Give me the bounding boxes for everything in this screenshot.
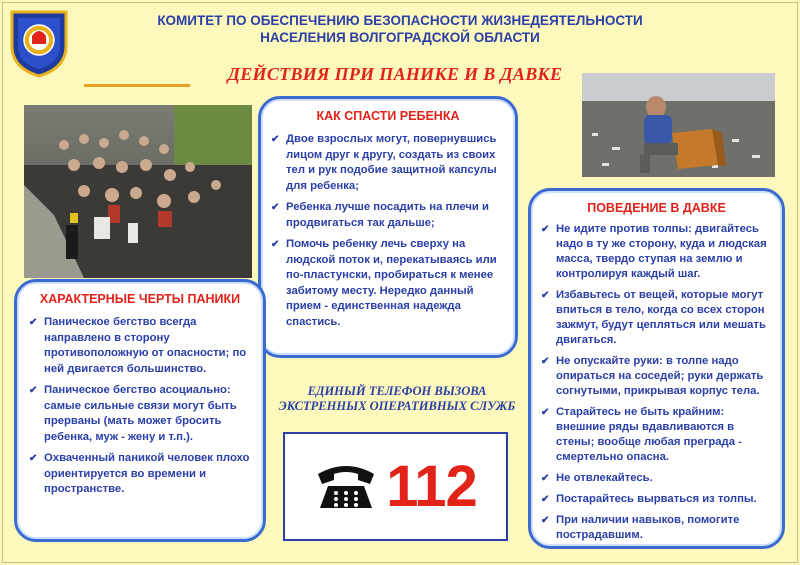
emergency-line-2: ЭКСТРЕННЫХ ОПЕРАТИВНЫХ СЛУЖБ	[278, 399, 516, 413]
panic-traits-title: ХАРАКТЕРНЫЕ ЧЕРТЫ ПАНИКИ	[39, 292, 241, 306]
emergency-caption	[268, 384, 526, 414]
list-item: ✔ Охваченный паникой человек плохо ориентируется во времени и пространстве.	[29, 451, 251, 498]
list-item: ✔ Не опускайте руки: в толпе надо опираться на соседей; руки держать согнутыми, прикрывая корпус тела.	[541, 354, 772, 399]
title-rule-left	[84, 84, 190, 87]
list-item: ✔ Не идите против толпы: двигайтесь надо в ту же сторону, куда и людская масса, твердо ступая на землю и контролируя каждый шаг.	[541, 222, 772, 282]
list-item: ✔ Избавьтесь от вещей, которые могут впиться в тело, когда со всех сторон зажмут, будут цепляться или мешать двигаться.	[541, 288, 772, 348]
list-item: ✔ Не отвлекайтесь.	[541, 471, 772, 486]
list-item: ✔ Помочь ребенку лечь сверху на людской поток и, перекатываясь или по-пластунски, пробираться к менее забитому месту. Нередко данный прием - единственная надежда спастись.	[271, 237, 505, 330]
emergency-number: 112	[386, 454, 477, 519]
list-item: ✔ Паническое бегство всегда направлено в сторону противоположную от опасности; по ней двигается большинство.	[29, 315, 251, 377]
list-item: ✔ Паническое бегство асоциально: самые сильные связи могут быть прерваны (мать может бросить ребенка, муж - жену и т.п.).	[29, 383, 251, 445]
panic-traits-list	[29, 315, 251, 498]
crowd-behaviour-list	[541, 222, 772, 543]
list-item: ✔ Старайтесь не быть крайним: внешние ряды вдавливаются в стены; вообще любая преграда - смертельно опасна.	[541, 405, 772, 465]
crowd-photo	[24, 105, 252, 278]
list-item: ✔ Постарайтесь вырваться из толпы.	[541, 492, 772, 507]
poster-title: ДЕЙСТВИЯ ПРИ ПАНИКЕ И В ДАВКЕ	[227, 64, 563, 84]
emblem-icon	[6, 6, 72, 78]
header-line-2: НАСЕЛЕНИЯ ВОЛГОГРАДСКОЙ ОБЛАСТИ	[260, 30, 540, 45]
panic-traits-box	[14, 279, 266, 542]
emergency-number-box	[283, 432, 508, 541]
list-item: ✔ Двое взрослых могут, повернувшись лицом друг к другу, создать из своих тел и рук подобие защитной капсулы для ребенка;	[271, 132, 505, 194]
list-item: ✔ При наличии навыков, помогите пострадавшим.	[541, 513, 772, 543]
list-item: ✔ Ребенка лучше посадить на плечи и продвигаться так дальше;	[271, 200, 505, 231]
committee-header	[140, 12, 660, 46]
save-child-list	[271, 132, 505, 330]
save-child-title: КАК СПАСТИ РЕБЕНКА	[316, 109, 460, 123]
emergency-line-1: ЕДИНЫЙ ТЕЛЕФОН ВЫЗОВА	[307, 384, 487, 398]
crowd-behaviour-title: ПОВЕДЕНИЕ В ДАВКЕ	[587, 201, 726, 215]
header-line-1: КОМИТЕТ ПО ОБЕСПЕЧЕНИЮ БЕЗОПАСНОСТИ ЖИЗНЕДЕЯТЕЛЬНОСТИ	[157, 13, 643, 28]
crowd-behaviour-box	[528, 188, 785, 549]
save-child-box	[258, 96, 518, 358]
aftermath-photo	[582, 73, 775, 177]
telephone-icon	[314, 456, 378, 517]
